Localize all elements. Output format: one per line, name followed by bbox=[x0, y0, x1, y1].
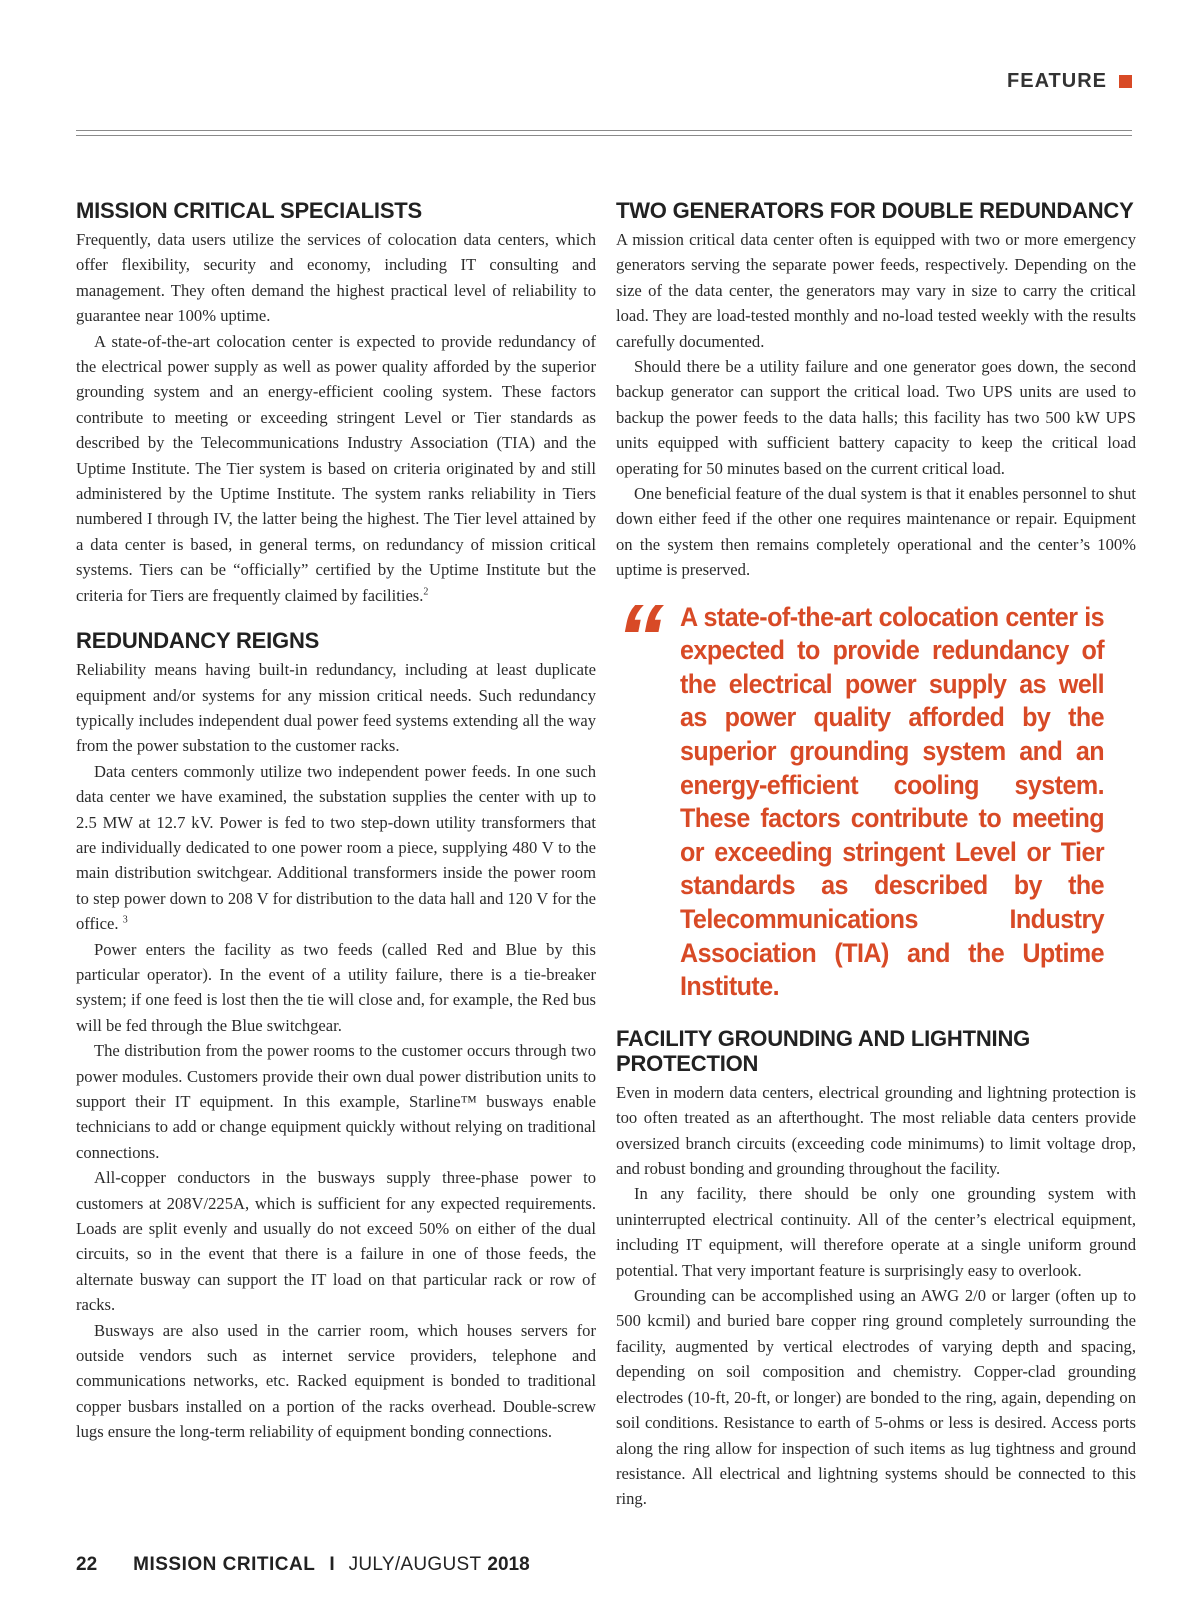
heading-two-generators: TWO GENERATORS FOR DOUBLE REDUNDANCY bbox=[616, 198, 1134, 223]
page-footer bbox=[76, 1554, 530, 1576]
heading-redundancy-reigns: REDUNDANCY REIGNS bbox=[76, 628, 320, 654]
paragraph: Power enters the facility as two feeds (called Red and Blue by this particular operator). In the event of a utility failure, there is a tie-breaker system; if one feed is lost then the tie will close and, for example, the Red bus will be fed through the Blue switchgear. bbox=[76, 939, 596, 1035]
header-rule-bottom bbox=[76, 135, 1132, 136]
paragraph: Busways are also used in the carrier room, which houses servers for outside vendors such as internet service providers, telephone and communications networks, etc. Racked equipment is bonded to traditional copper busbars installed on a portion of the racks overhead. Double-screw lugs ensure the long-term reliability of equipment bonding connections. bbox=[76, 1320, 596, 1442]
paragraph: Should there be a utility failure and one generator goes down, the second backup generator can support the critical load. Two UPS units are used to backup the power feeds to the data halls; this facility has two 500 kW UPS units equipped with sufficient battery capacity to keep the critical load operating for 50 minutes based on the current critical load. bbox=[616, 357, 1136, 478]
paragraph-text: Data centers commonly utilize two independent power feeds. In one such data center we have examined, the substation supplies the center with up to 2.5 MW at 12.7 kV. Power is fed to two step-down utility transformers that are individually dedicated to one power room a piece, supplying 480 V to the main distribution switchgear. Additional transformers inside the power room to step power down to 208 V for distribution to the data hall and 120 V for the office. bbox=[76, 761, 596, 934]
header-rule-top bbox=[76, 130, 1132, 131]
paragraph: All-copper conductors in the busways supply three-phase power to customers at 208V/225A, which is sufficient for any expected requirements. Loads are split evenly and usually do not exceed 50% on either of the dual circuits, so in the event that there is a failure in one of those feeds, the alternate busway can support the IT load on that particular rack or row of racks. bbox=[76, 1168, 596, 1315]
paragraph-text: A state-of-the-art colocation center is expected to provide redundancy of the electrical power supply as well as power quality afforded by the superior grounding system and an energy-efficient cooling system. These factors contribute to meeting or exceeding stringent Level or Tier standards as described by the Telecommunications Industry Association (TIA) and the Uptime Institute. The Tier system is based on criteria originated by and still administered by the Uptime Institute. The system ranks reliability in Tiers numbered I through IV, the latter being the highest. The Tier level attained by a data center is based, in general terms, on redundancy of mission critical systems. Tiers can be “officially” certified by the Uptime Institute but the criteria for Tiers are frequently claimed by facilities. bbox=[76, 331, 596, 605]
issue-year: 2018 bbox=[487, 1554, 530, 1575]
paragraph: In any facility, there should be only one grounding system with uninterrupted electrical continuity. All of the center’s electrical equipment, including IT equipment, will therefore operate at a single uniform ground potential. That very important feature is surprisingly easy to overlook. bbox=[616, 1184, 1136, 1280]
footnote-ref: 2 bbox=[423, 586, 429, 598]
pull-quote bbox=[616, 601, 1136, 1004]
section-label bbox=[1007, 70, 1132, 93]
paragraph: Reliability means having built-in redundancy, including at least duplicate equipment and/or systems for any mission critical needs. Such redundancy typically includes independent dual power feed systems extending all the way from the power substation to the customer racks. bbox=[76, 660, 596, 756]
footer-separator: I bbox=[329, 1554, 335, 1575]
footnote-ref: 3 bbox=[122, 914, 128, 926]
left-column bbox=[76, 198, 596, 1445]
paragraph: Frequently, data users utilize the services of colocation data centers, which offer flexibility, security and economy, including IT consulting and management. They often demand the highest practical level of reliability to guarantee near 100% uptime. bbox=[76, 230, 596, 326]
quote-mark-icon: “ bbox=[616, 600, 664, 661]
paragraph: The distribution from the power rooms to the customer occurs through two power modules. Customers provide their own dual power distribution units to support their IT equipment. In this example, Starline™ busways enable technicians to add or change equipment quickly without relying on traditional connections. bbox=[76, 1041, 596, 1162]
right-column bbox=[616, 198, 1136, 1512]
paragraph: Even in modern data centers, electrical grounding and lightning protection is too often treated as an afterthought. The most reliable data centers provide oversized branch circuits (exceeding code minimums) to limit voltage drop, and robust bonding and grounding throughout the facility. bbox=[616, 1082, 1136, 1179]
feature-label: FEATURE bbox=[1007, 70, 1107, 92]
paragraph: A mission critical data center often is equipped with two or more emergency generators serving the separate power feeds, respectively. Depending on the size of the data center, the generators may vary in size to carry the critical load. They are load-tested monthly and no-load tested weekly with the results carefully documented. bbox=[616, 230, 1136, 351]
heading-mission-critical-specialists: MISSION CRITICAL SPECIALISTS bbox=[76, 198, 423, 223]
paragraph: Grounding can be accomplished using an AWG 2/0 or larger (often up to 500 kcmil) and buried bare copper ring ground completely surrounding the facility, augmented by vertical electrodes of varying depth and spacing, depending on soil composition and chemistry. Copper-clad grounding electrodes (10-ft, 20-ft, or longer) are bonded to the ring, again, depending on soil conditions. Resistance to earth of 5-ohms or less is desired. Access ports along the ring allow for inspection of such items as lug tightness and ground resistance. All electrical and lightning systems should be connected to this ring. bbox=[616, 1286, 1136, 1509]
page-number: 22 bbox=[76, 1554, 98, 1575]
pull-quote-text: A state-of-the-art colocation center is expected to provide redundancy of the electrical power supply as well as power quality afforded by the superior grounding system and an energy-efficient cooling system. These factors contribute to meeting or exceeding stringent Level or Tier standards as described by the Telecommunications Industry Association (TIA) and the Uptime Institute. bbox=[680, 601, 1105, 1002]
accent-square bbox=[1119, 75, 1132, 88]
magazine-title: MISSION CRITICAL bbox=[133, 1554, 316, 1575]
paragraph bbox=[76, 759, 596, 937]
issue-date: JULY/AUGUST bbox=[348, 1554, 482, 1575]
paragraph: One beneficial feature of the dual system is that it enables personnel to shut down either feed if the other one requires maintenance or repair. Equipment on the system then remains completely operational and the center’s 100% uptime is preserved. bbox=[616, 484, 1136, 580]
paragraph bbox=[76, 329, 596, 608]
heading-facility-grounding: FACILITY GROUNDING AND LIGHTNING PROTECTION bbox=[616, 1025, 1031, 1076]
